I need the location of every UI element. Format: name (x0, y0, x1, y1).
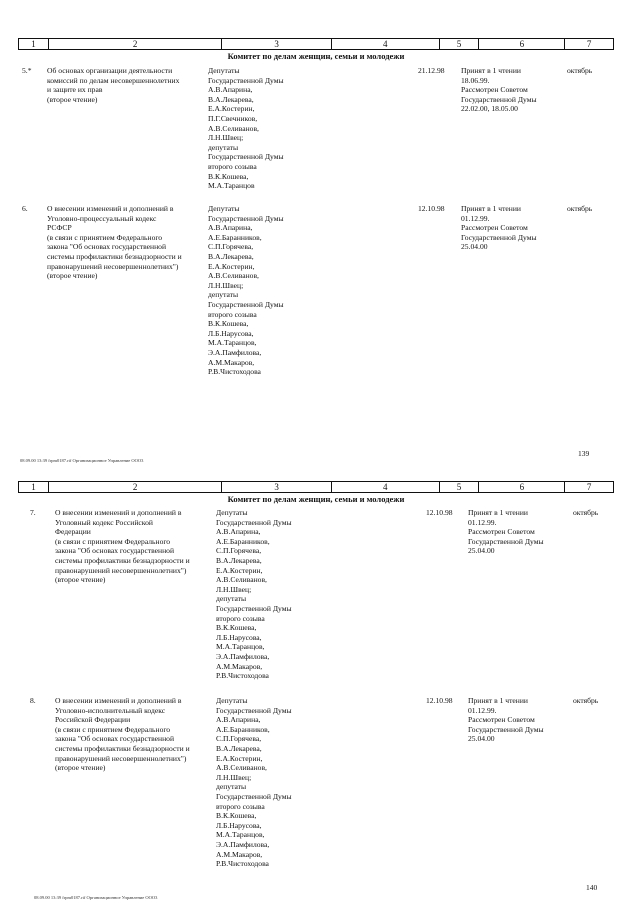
text-line: О внесении изменений и дополнений в (55, 508, 182, 517)
text-line: В.К.Кошева, (216, 811, 257, 821)
text-line: (в связи с принятием Федерального (55, 724, 171, 734)
text-line: Об основах организации деятельности (47, 66, 173, 75)
text-line: Государственной Думы (208, 75, 284, 85)
text-line: Депутаты (216, 508, 248, 517)
text-line: Государственной Думы (216, 517, 292, 527)
text-line: закона "Об основах государственной (55, 546, 175, 556)
text-line: В.К.Кошева, (208, 171, 249, 181)
text-line: (второе чтение) (47, 271, 98, 281)
entry-number: 6. (22, 204, 28, 213)
text-line: Принят в 1 чтении (468, 696, 528, 705)
text-line: 22.02.00, 18.05.00 (461, 104, 518, 114)
text-line: Е.А.Костерин, (208, 261, 255, 271)
column-header: 4 (332, 482, 440, 492)
text-line: В.А.Лекарева, (208, 94, 254, 104)
text-line: А.В.Апарина, (216, 527, 261, 537)
text-line: М.А.Таранцов, (216, 642, 265, 652)
page-number: 139 (578, 449, 590, 458)
text-line: Р.В.Чистоходова (216, 859, 269, 869)
text-line: (второе чтение) (47, 94, 98, 104)
text-line: депутаты (208, 290, 239, 300)
text-line: Принят в 1 чтении (468, 508, 528, 517)
bill-title (47, 204, 205, 281)
text-line: С.П.Горячева, (208, 242, 254, 252)
text-line: системы профилактики безнадзорности и (55, 743, 190, 753)
text-line: М.А.Таранцов (208, 181, 255, 191)
text-line: Уголовно-процессуальный кодекс (47, 213, 157, 223)
text-line: 25.04.00 (468, 546, 495, 556)
text-line: В.К.Кошева, (208, 319, 249, 329)
text-line: Уголовно-исполнительный кодекс (55, 705, 166, 715)
text-line: системы профилактики безнадзорности и (55, 555, 190, 565)
text-line: Л.Б.Нарусова, (216, 632, 262, 642)
planned-month: октябрь (567, 204, 593, 213)
entry-number: 5.* (22, 66, 32, 75)
document-page-140 (0, 468, 640, 900)
text-line: А.М.Макаров, (208, 357, 255, 367)
column-header: 2 (49, 482, 222, 492)
text-line: закона "Об основах государственной (47, 242, 167, 252)
text-line: В.А.Лекарева, (216, 743, 262, 753)
committee-heading: Комитет по делам женщин, семьи и молодежи (227, 494, 405, 504)
text-line: правонарушений несовершеннолетних") (47, 261, 179, 271)
text-line: Депутаты (208, 204, 240, 213)
column-header: 6 (479, 39, 565, 49)
column-header: 3 (222, 482, 332, 492)
text-line: Э.А.Памфилова, (216, 839, 270, 849)
bill-status (461, 66, 561, 114)
text-line: второго созыва (208, 161, 257, 171)
column-header: 7 (586, 482, 592, 492)
planned-month: октябрь (567, 66, 593, 75)
text-line: второго созыва (208, 309, 257, 319)
text-line: Л.Н.Швец; (208, 280, 244, 290)
text-line: А.В.Апарина, (216, 715, 261, 725)
text-line: Депутаты (208, 66, 240, 75)
text-line: Государственной Думы (208, 213, 284, 223)
bill-authors (208, 66, 318, 191)
text-line: Государственной Думы (468, 724, 544, 734)
bill-title (55, 696, 215, 773)
text-line: Рассмотрен Советом (468, 527, 535, 537)
text-line: А.М.Макаров, (216, 849, 263, 859)
page-number: 140 (586, 883, 598, 892)
text-line: Федерации (55, 527, 91, 537)
column-header: 7 (586, 39, 592, 49)
text-line: О внесении изменений и дополнений в (55, 696, 182, 705)
submission-date: 12.10.98 (426, 696, 453, 705)
text-line: 25.04.00 (468, 734, 495, 744)
text-line: комиссий по делам несовершеннолетних (47, 75, 180, 85)
text-line: Э.А.Памфилова, (208, 347, 262, 357)
text-line: системы профилактики безнадзорности и (47, 251, 182, 261)
bill-status (461, 204, 561, 252)
text-line: В.А.Лекарева, (208, 251, 254, 261)
column-header: 4 (332, 39, 440, 49)
bill-title (47, 66, 205, 104)
text-line: Российской Федерации (55, 715, 131, 725)
text-line: В.К.Кошева, (216, 623, 257, 633)
text-line: Л.Н.Швец; (216, 772, 252, 782)
bill-title (55, 508, 215, 585)
column-header: 5 (440, 482, 480, 492)
text-line: А.М.Макаров, (216, 661, 263, 671)
text-line: Р.В.Чистоходова (216, 671, 269, 681)
text-line: 01.12.99. (461, 213, 490, 223)
text-line: (второе чтение) (55, 575, 106, 585)
text-line: А.Е.Баранников, (216, 724, 270, 734)
text-line: А.В.Апарина, (208, 85, 253, 95)
text-line: (в связи с принятием Федерального (55, 536, 171, 546)
text-line: правонарушений несовершеннолетних") (55, 565, 187, 575)
text-line: Л.Н.Швец; (216, 584, 252, 594)
text-line: А.В.Селиванов, (216, 575, 267, 585)
text-line: Государственной Думы (468, 536, 544, 546)
column-header: 1 (19, 39, 49, 49)
text-line: 01.12.99. (468, 517, 497, 527)
text-line: Уголовный кодекс Российской (55, 517, 153, 527)
text-line: Государственной Думы (208, 299, 284, 309)
text-line: Р.В.Чистоходова (208, 367, 261, 377)
text-line: А.Е.Баранников, (208, 232, 262, 242)
text-line: Е.А.Костерин, (208, 104, 255, 114)
text-line: Принят в 1 чтении (461, 66, 521, 75)
text-line: Государственной Думы (216, 791, 292, 801)
text-line: Государственной Думы (216, 705, 292, 715)
column-header: 3 (222, 39, 332, 49)
planned-month: октябрь (573, 508, 599, 517)
bill-authors (208, 204, 318, 377)
bill-authors (216, 696, 326, 869)
text-line: 18.06.99. (461, 75, 490, 85)
text-line: Государственной Думы (208, 152, 284, 162)
text-line: (второе чтение) (55, 763, 106, 773)
column-header-row (18, 38, 614, 50)
text-line: Л.Н.Швец; (208, 133, 244, 143)
text-line: и защите их прав (47, 85, 103, 95)
text-line: 01.12.99. (468, 705, 497, 715)
page-footer: 08.09.00 13:39 frpm0187.rtf Организационное Управление ООО3 (34, 895, 158, 900)
text-line: правонарушений несовершеннолетних") (55, 753, 187, 763)
text-line: Л.Б.Нарусова, (208, 328, 254, 338)
text-line: М.А.Таранцов, (208, 338, 257, 348)
text-line: С.П.Горячева, (216, 546, 262, 556)
text-line: Государственной Думы (461, 94, 537, 104)
text-line: А.В.Селиванов, (216, 763, 267, 773)
text-line: закона "Об основах государственной (55, 734, 175, 744)
text-line: А.В.Апарина, (208, 223, 253, 233)
planned-month: октябрь (573, 696, 599, 705)
text-line: Е.А.Костерин, (216, 565, 263, 575)
text-line: депутаты (216, 782, 247, 792)
text-line: А.В.Селиванов, (208, 123, 259, 133)
text-line: Э.А.Памфилова, (216, 651, 270, 661)
column-header: 6 (479, 482, 565, 492)
entry-number: 8. (30, 696, 36, 705)
text-line: С.П.Горячева, (216, 734, 262, 744)
bill-status (468, 508, 568, 556)
text-line: Принят в 1 чтении (461, 204, 521, 213)
column-header-row (18, 481, 614, 493)
text-line: Е.А.Костерин, (216, 753, 263, 763)
text-line: депутаты (208, 142, 239, 152)
text-line: второго созыва (216, 801, 265, 811)
committee-heading: Комитет по делам женщин, семьи и молодежи (227, 51, 405, 61)
text-line: Рассмотрен Советом (461, 85, 528, 95)
text-line: Л.Б.Нарусова, (216, 820, 262, 830)
text-line: депутаты (216, 594, 247, 604)
text-line: Рассмотрен Советом (468, 715, 535, 725)
text-line: М.А.Таранцов, (216, 830, 265, 840)
text-line: А.Е.Баранников, (216, 536, 270, 546)
submission-date: 12.10.98 (418, 204, 445, 213)
page-footer: 08.09.00 13:39 frpm0187.rtf Организационное Управление ООО3 (20, 458, 144, 463)
text-line: Государственной Думы (461, 232, 537, 242)
text-line: 25.04.00 (461, 242, 488, 252)
column-header: 1 (19, 482, 49, 492)
text-line: В.А.Лекарева, (216, 555, 262, 565)
submission-date: 12.10.98 (426, 508, 453, 517)
text-line: (в связи с принятием Федерального (47, 232, 163, 242)
submission-date: 21.12.98 (418, 66, 445, 75)
column-header: 5 (440, 39, 480, 49)
text-line: А.В.Селиванов, (208, 271, 259, 281)
text-line: О внесении изменений и дополнений в (47, 204, 174, 213)
text-line: Государственной Думы (216, 603, 292, 613)
text-line: Депутаты (216, 696, 248, 705)
text-line: П.Г.Свечников, (208, 113, 258, 123)
bill-authors (216, 508, 326, 681)
text-line: Рассмотрен Советом (461, 223, 528, 233)
entry-number: 7. (30, 508, 36, 517)
text-line: второго созыва (216, 613, 265, 623)
column-header: 2 (49, 39, 222, 49)
text-line: РСФСР (47, 223, 72, 233)
bill-status (468, 696, 568, 744)
